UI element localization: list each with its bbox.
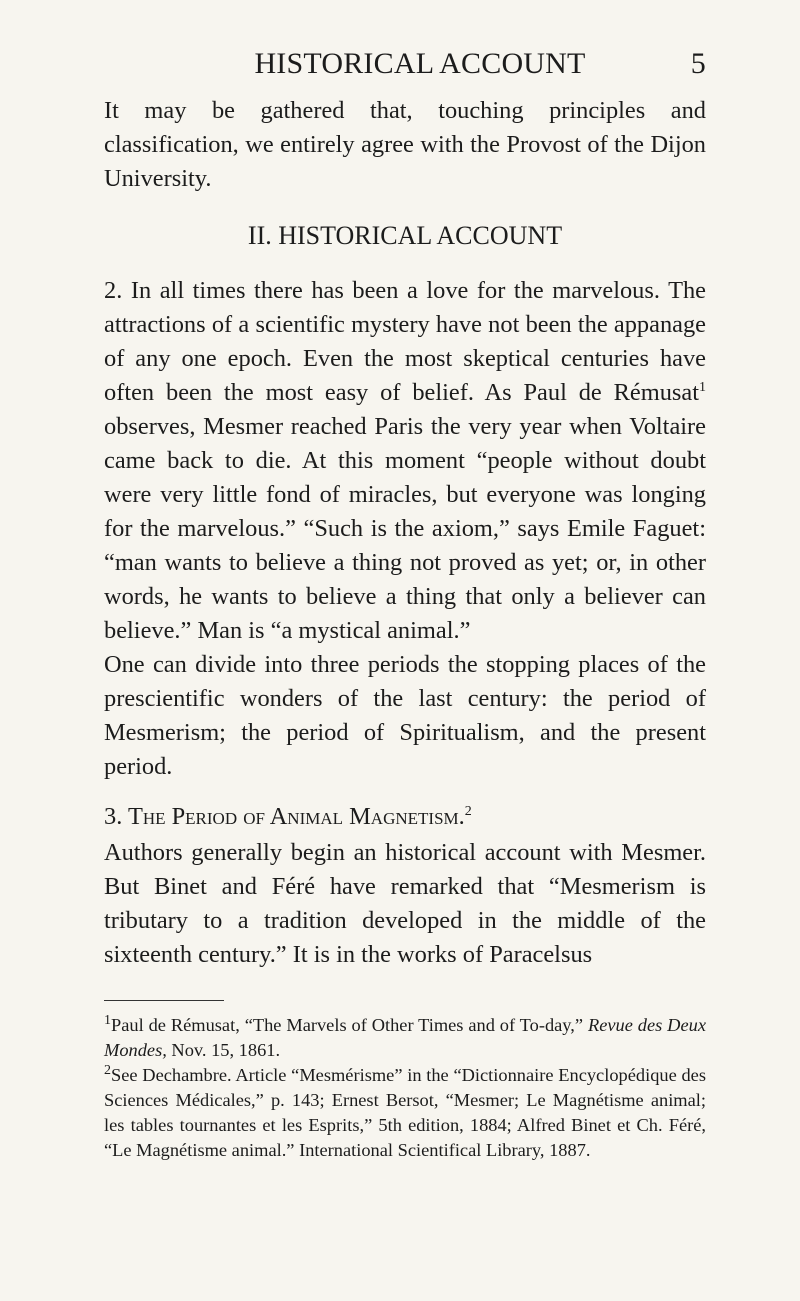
footnote-1-text-b: Nov. 15, 1861. (166, 1040, 281, 1060)
footnote-2-text: See Dechambre. Article “Mesmérisme” in the “Dictionnaire Encyclopédique des Sciences Médicales,” p. 143; Ernest Bersot, “Mesmer; Le Magnétisme animal; les tables tournantes et les Esprits,” 5th edition, 1884; Alfred Binet et Ch. Féré, “Le Magnétisme animal.” International Scientifical Library, 1887. (104, 1065, 706, 1160)
paragraph-3: Authors generally begin an historical account with Mesmer. But Binet and Féré have remarked that “Mesmerism is tributary to a tradition developed in the middle of the sixteenth century.” It is in the works of Paracelsus (104, 839, 706, 968)
running-header (104, 48, 706, 80)
footnote-mark-2: 2 (104, 1062, 111, 1078)
paragraph-2-part2: observes, Mesmer reached Paris the very year when Voltaire came back to die. At this moment “people without doubt were very little fond of miracles, but everyone was longing for the marvelous.” “Such is the axiom,” says Emile Faguet: “man wants to believe a thing not proved as yet; or, in other words, he wants to believe a thing that only a believer can believe.” Man is “a mystical animal.” (104, 413, 706, 644)
footnote-1-text-a: Paul de Rémusat, “The Marvels of Other Times and of To-day,” (111, 1015, 588, 1035)
book-page (104, 48, 706, 1163)
running-title: HISTORICAL ACCOUNT (254, 47, 586, 80)
footnote-mark-1: 1 (104, 1012, 111, 1028)
page-number: 5 (690, 47, 706, 80)
footnote-1-journal: Revue des Deux Mondes, (104, 1015, 706, 1060)
intro-paragraph: It may be gathered that, touching principles and classification, we entirely agree with the Provost of the Dijon University. (104, 97, 706, 192)
subheading-text: 3. The Period of Animal Magnetism. (104, 803, 465, 830)
section-heading: II. HISTORICAL ACCOUNT (247, 221, 563, 250)
footnote-ref-2: 2 (464, 803, 472, 819)
paragraph-periods: One can divide into three periods the stopping places of the prescientific wonders of the last century: the period of Mesmerism; the period of Spiritualism, and the present period. (104, 651, 706, 780)
subheading-animal-magnetism (104, 800, 706, 834)
footnote-ref-1: 1 (699, 379, 706, 395)
footnote-divider (104, 1000, 224, 1001)
paragraph-2-part1: 2. In all times there has been a love for the marvelous. The attractions of a scientific mystery have not been the appanage of any one epoch. Even the most skeptical centuries have often been the most easy of belief. As Paul de Rémusat (104, 277, 706, 406)
footnote-2 (104, 1063, 706, 1163)
footnote-1 (104, 1013, 706, 1063)
paragraph-2 (104, 274, 706, 648)
